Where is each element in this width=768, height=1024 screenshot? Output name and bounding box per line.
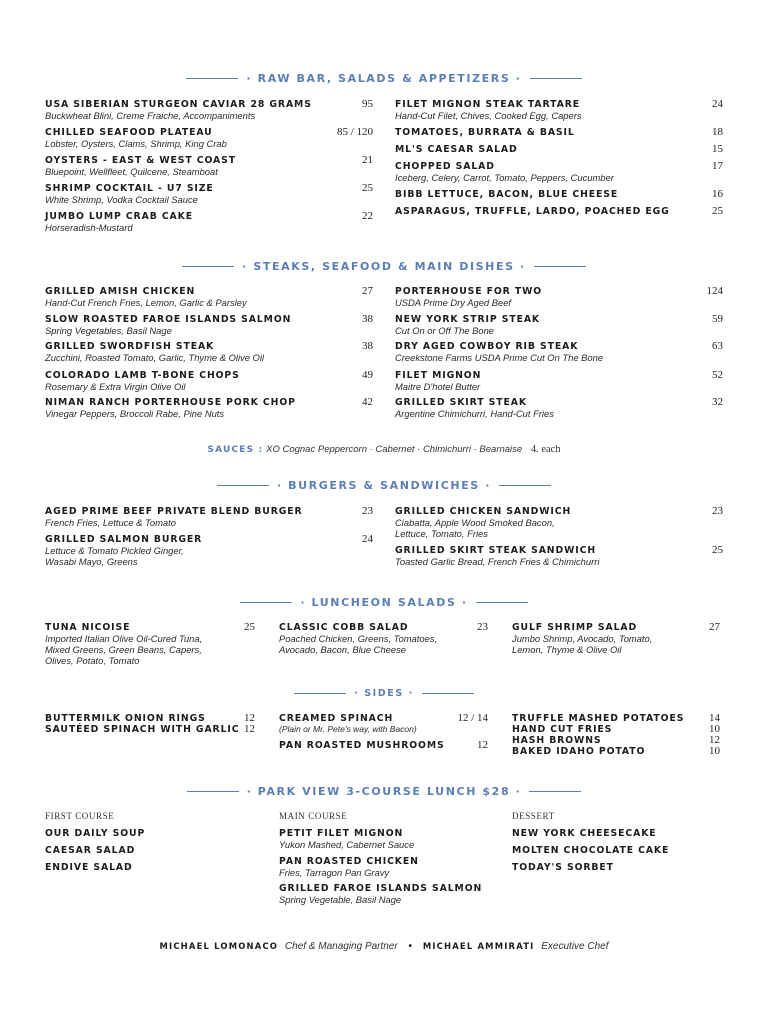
divider xyxy=(294,693,346,694)
menu-item xyxy=(395,341,715,363)
course-label-first: FIRST COURSE xyxy=(45,811,115,821)
item-price: 27 xyxy=(709,621,720,633)
item-price: 24 xyxy=(712,98,723,110)
course-label-dessert: DESSERT xyxy=(512,811,555,821)
divider xyxy=(499,485,551,486)
side-item xyxy=(512,713,684,724)
item-price: 25 xyxy=(712,544,723,556)
menu-item xyxy=(395,370,715,392)
item-description: Wasabi Mayo, Greens xyxy=(45,556,138,567)
separator: • xyxy=(408,941,413,952)
item-description: Imported Italian Olive Oil-Cured Tuna, xyxy=(45,633,203,644)
item-price: 10 xyxy=(709,723,720,735)
section-title: · BURGERS & SANDWICHES · xyxy=(276,479,492,492)
menu-item xyxy=(395,144,715,155)
item-description: Horseradish-Mustard xyxy=(45,222,133,233)
chef-credits xyxy=(0,941,768,952)
section-header-salads xyxy=(0,596,768,609)
item-name: TODAY'S SORBET xyxy=(512,862,614,873)
item-name: BIBB LETTUCE, BACON, BLUE CHEESE xyxy=(395,189,619,200)
item-name: GRILLED SKIRT STEAK xyxy=(395,397,527,408)
item-price: 23 xyxy=(712,505,723,517)
item-price: 25 xyxy=(244,621,255,633)
item-name: TUNA NICOISE xyxy=(45,622,131,633)
course-item xyxy=(279,828,414,850)
item-description: Jumbo Shrimp, Avocado, Tomato, xyxy=(512,633,653,644)
item-price: 32 xyxy=(712,396,723,408)
section-header-lunch xyxy=(0,785,768,798)
item-name: JUMBO LUMP CRAB CAKE xyxy=(45,211,194,222)
item-price: 38 xyxy=(362,313,373,325)
section-title: · PARK VIEW 3-COURSE LUNCH $28 · xyxy=(246,785,522,798)
side-item xyxy=(279,740,445,751)
course-item xyxy=(279,856,419,878)
item-name: BUTTERMILK ONION RINGS xyxy=(45,713,206,724)
item-price: 25 xyxy=(712,205,723,217)
item-description: French Fries, Lettuce & Tomato xyxy=(45,517,176,528)
item-price: 17 xyxy=(712,160,723,172)
sauces-label: SAUCES : xyxy=(207,445,264,455)
item-name: OUR DAILY SOUP xyxy=(45,828,146,839)
menu-item xyxy=(395,206,715,217)
side-item xyxy=(512,746,645,757)
divider xyxy=(529,791,581,792)
item-name: DRY AGED COWBOY RIB STEAK xyxy=(395,341,579,352)
item-description: USDA Prime Dry Aged Beef xyxy=(395,297,512,308)
item-price: 59 xyxy=(712,313,723,325)
section-header-steaks xyxy=(0,260,768,273)
item-price: 12 / 14 xyxy=(457,712,488,724)
side-item xyxy=(279,713,417,735)
course-label-main: MAIN COURSE xyxy=(279,811,348,821)
item-price: 124 xyxy=(706,285,723,297)
chef-name: MICHAEL AMMIRATI xyxy=(422,941,535,951)
course-item xyxy=(512,862,614,873)
item-name: BAKED IDAHO POTATO xyxy=(512,746,646,757)
item-description: Maitre D'hotel Butter xyxy=(395,381,481,392)
item-name: SLOW ROASTED FAROE ISLANDS SALMON xyxy=(45,314,292,325)
item-description: Hand-Cut French Fries, Lemon, Garlic & Parsley xyxy=(45,297,247,308)
item-description: Buckwheat Blini, Creme Fraiche, Accompaniments xyxy=(45,110,256,121)
item-price: 42 xyxy=(362,396,373,408)
item-description: Creekstone Farms USDA Prime Cut On The Bone xyxy=(395,352,604,363)
item-name: NEW YORK STRIP STEAK xyxy=(395,314,541,325)
section-title: · RAW BAR, SALADS & APPETIZERS · xyxy=(246,72,522,85)
course-item xyxy=(512,828,657,839)
menu-item xyxy=(395,189,715,200)
item-description: (Plain or Mr. Pete's way, with Bacon) xyxy=(279,724,417,734)
divider xyxy=(534,266,586,267)
item-name: MOLTEN CHOCOLATE CAKE xyxy=(512,845,670,856)
chef-title: Executive Chef xyxy=(541,941,609,952)
item-price: 63 xyxy=(712,340,723,352)
item-name: USA SIBERIAN STURGEON CAVIAR 28 GRAMS xyxy=(45,99,312,110)
item-name: HASH BROWNS xyxy=(512,735,602,746)
item-description: Lettuce, Tomato, Fries xyxy=(395,528,488,539)
side-item xyxy=(45,713,206,724)
item-name: NIMAN RANCH PORTERHOUSE PORK CHOP xyxy=(45,397,296,408)
item-description: Rosemary & Extra Virgin Olive Oil xyxy=(45,381,186,392)
item-name: SAUTÉED SPINACH WITH GARLIC xyxy=(45,724,240,735)
item-price: 49 xyxy=(362,369,373,381)
item-description: Hand-Cut Filet, Chives, Cooked Egg, Capers xyxy=(395,110,582,121)
section-title: · LUNCHEON SALADS · xyxy=(300,596,468,609)
divider xyxy=(476,602,528,603)
item-name: SHRIMP COCKTAIL - U7 SIZE xyxy=(45,183,214,194)
item-price: 16 xyxy=(712,188,723,200)
item-name: ML'S CAESAR SALAD xyxy=(395,144,518,155)
item-description: Argentine Chimichurri, Hand-Cut Fries xyxy=(395,408,554,419)
item-description: Spring Vegetables, Basil Nage xyxy=(45,325,172,336)
item-name: GRILLED SALMON BURGER xyxy=(45,534,203,545)
menu-item xyxy=(395,161,715,183)
item-name: GRILLED SKIRT STEAK SANDWICH xyxy=(395,545,597,556)
item-name: PETIT FILET MIGNON xyxy=(279,828,404,839)
item-name: TOMATOES, BURRATA & BASIL xyxy=(395,127,575,138)
item-description: Mixed Greens, Green Beans, Capers, xyxy=(45,644,202,655)
item-price: 10 xyxy=(709,745,720,757)
item-name: PAN ROASTED MUSHROOMS xyxy=(279,740,445,751)
item-price: 21 xyxy=(362,154,373,166)
item-description: Spring Vegetable, Basil Nage xyxy=(279,894,402,905)
item-price: 12 xyxy=(709,734,720,746)
sauces-price: 4. each xyxy=(530,444,561,455)
item-name: GULF SHRIMP SALAD xyxy=(512,622,638,633)
course-item xyxy=(45,845,135,856)
item-description: Ciabatta, Apple Wood Smoked Bacon, xyxy=(395,517,555,528)
sauces-line xyxy=(0,444,768,455)
item-price: 18 xyxy=(712,126,723,138)
course-item xyxy=(45,828,145,839)
item-name: CHOPPED SALAD xyxy=(395,161,495,172)
item-name: GRILLED SWORDFISH STEAK xyxy=(45,341,215,352)
menu-item xyxy=(395,545,715,567)
side-item xyxy=(45,724,240,735)
item-price: 14 xyxy=(709,712,720,724)
item-price: 27 xyxy=(362,285,373,297)
menu-item xyxy=(395,286,715,308)
item-price: 24 xyxy=(362,533,373,545)
item-price: 12 xyxy=(244,712,255,724)
item-description: Bluepoint, Wellfleet, Quilcene, Steamboat xyxy=(45,166,218,177)
item-name: GRILLED CHICKEN SANDWICH xyxy=(395,506,572,517)
divider xyxy=(182,266,234,267)
item-price: 12 xyxy=(477,739,488,751)
item-name: CREAMED SPINACH xyxy=(279,713,394,724)
item-name: PORTERHOUSE FOR TWO xyxy=(395,286,543,297)
section-header-burgers xyxy=(0,479,768,492)
menu-item xyxy=(395,506,715,539)
item-price: 95 xyxy=(362,98,373,110)
item-description: Cut On or Off The Bone xyxy=(395,325,495,336)
item-price: 23 xyxy=(477,621,488,633)
menu-item xyxy=(395,99,715,121)
item-description: Lemon, Thyme & Olive Oil xyxy=(512,644,622,655)
menu-item xyxy=(395,397,715,419)
item-description: Iceberg, Celery, Carrot, Tomato, Peppers, Cucumber xyxy=(395,172,614,183)
divider xyxy=(240,602,292,603)
item-description: Zucchini, Roasted Tomato, Garlic, Thyme & Olive Oil xyxy=(45,352,264,363)
side-item xyxy=(512,735,601,746)
section-title: · STEAKS, SEAFOOD & MAIN DISHES · xyxy=(242,260,526,273)
item-name: COLORADO LAMB T-BONE CHOPS xyxy=(45,370,240,381)
item-name: ASPARAGUS, TRUFFLE, LARDO, POACHED EGG xyxy=(395,206,670,217)
item-description: Vinegar Peppers, Broccoli Rabe, Pine Nuts xyxy=(45,408,225,419)
item-name: AGED PRIME BEEF PRIVATE BLEND BURGER xyxy=(45,506,303,517)
item-description: Yukon Mashed, Cabernet Sauce xyxy=(279,839,415,850)
item-name: CHILLED SEAFOOD PLATEAU xyxy=(45,127,213,138)
item-price: 15 xyxy=(712,143,723,155)
item-name: PAN ROASTED CHICKEN xyxy=(279,856,419,867)
item-name: HAND CUT FRIES xyxy=(512,724,613,735)
course-item xyxy=(512,845,669,856)
item-price: 85 / 120 xyxy=(336,126,373,138)
item-description: Avocado, Bacon, Blue Cheese xyxy=(279,644,406,655)
item-description: Lettuce & Tomato Pickled Ginger, xyxy=(45,545,184,556)
course-item xyxy=(45,862,133,873)
chef-name: MICHAEL LOMONACO xyxy=(159,941,279,951)
item-description: White Shrimp, Vodka Cocktail Sauce xyxy=(45,194,198,205)
item-price: 22 xyxy=(362,210,373,222)
item-name: CAESAR SALAD xyxy=(45,845,136,856)
section-header-raw-bar xyxy=(0,72,768,85)
item-name: CLASSIC COBB SALAD xyxy=(279,622,409,633)
menu-item xyxy=(395,314,715,336)
item-name: OYSTERS - EAST & WEST COAST xyxy=(45,155,236,166)
chef-title: Chef & Managing Partner xyxy=(284,941,398,952)
item-name: FILET MIGNON xyxy=(395,370,482,381)
item-description: Olives, Potato, Tomato xyxy=(45,655,140,666)
section-header-sides xyxy=(0,688,768,699)
item-price: 23 xyxy=(362,505,373,517)
item-price: 12 xyxy=(244,723,255,735)
item-name: ENDIVE SALAD xyxy=(45,862,133,873)
item-description: Lobster, Oysters, Clams, Shrimp, King Crab xyxy=(45,138,227,149)
divider xyxy=(530,78,582,79)
section-title: · SIDES · xyxy=(354,688,414,699)
divider xyxy=(187,791,239,792)
item-description: Poached Chicken, Greens, Tomatoes, xyxy=(279,633,438,644)
item-name: GRILLED AMISH CHICKEN xyxy=(45,286,196,297)
menu-item xyxy=(395,127,715,138)
item-name: GRILLED FAROE ISLANDS SALMON xyxy=(279,883,483,894)
item-name: TRUFFLE MASHED POTATOES xyxy=(512,713,685,724)
item-description: Toasted Garlic Bread, French Fries & Chimichurri xyxy=(395,556,600,567)
divider xyxy=(186,78,238,79)
divider xyxy=(217,485,269,486)
side-item xyxy=(512,724,612,735)
item-price: 52 xyxy=(712,369,723,381)
course-item xyxy=(279,883,482,905)
sauces-list: XO Cognac Peppercorn · Cabernet · Chimichurri · Bearnaise xyxy=(266,444,523,455)
item-name: FILET MIGNON STEAK TARTARE xyxy=(395,99,581,110)
divider xyxy=(422,693,474,694)
item-description: Fries, Tarragon Pan Gravy xyxy=(279,867,390,878)
item-price: 25 xyxy=(362,182,373,194)
item-price: 38 xyxy=(362,340,373,352)
item-name: NEW YORK CHEESECAKE xyxy=(512,828,657,839)
